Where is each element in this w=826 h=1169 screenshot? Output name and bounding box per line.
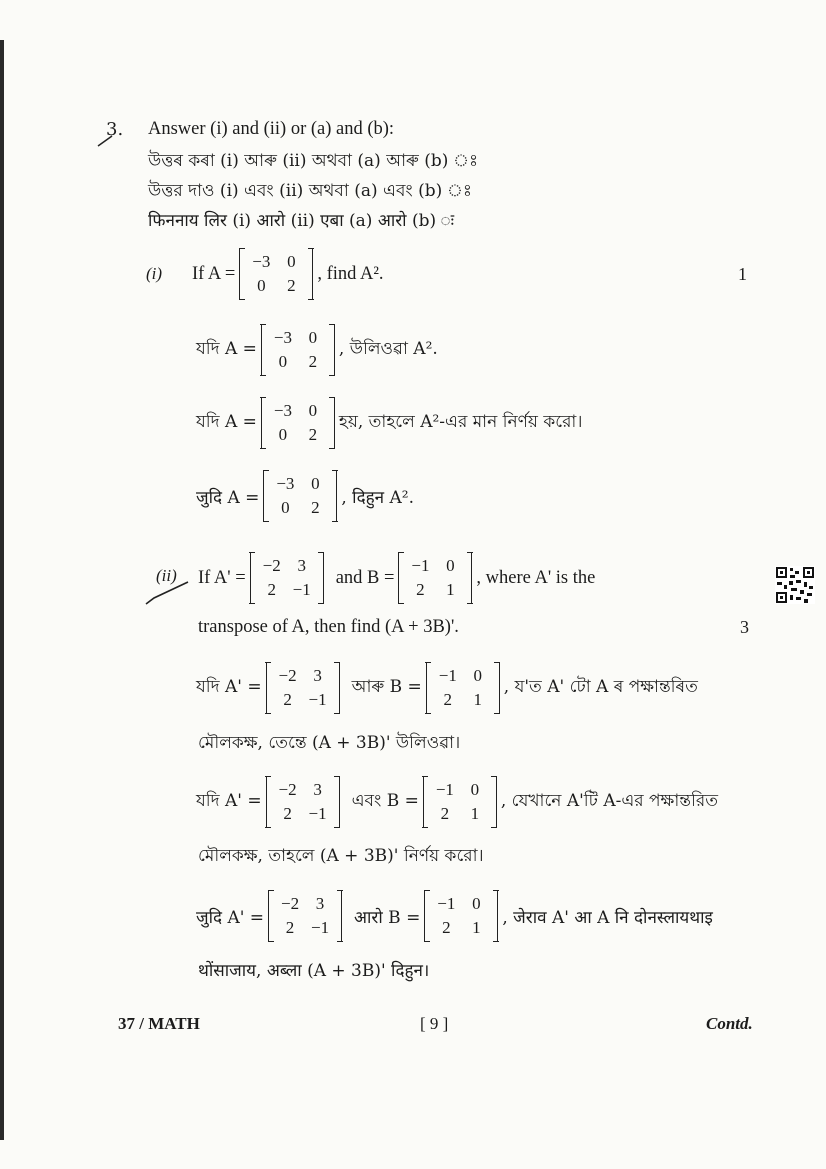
matrix-a: −3 0 0 2 [239, 248, 313, 300]
matrix-b: −1 0 2 1 [423, 776, 497, 828]
footer-paper-code: 37 / MATH [118, 1014, 200, 1033]
matrix-a: −3 0 0 2 [263, 470, 337, 522]
part-ii-marks: 3 [740, 617, 749, 637]
tick-mark-icon [144, 580, 194, 608]
matrix-a: −3 0 0 2 [261, 397, 335, 449]
matrix-a-transpose: −2 3 2 −1 [266, 662, 340, 714]
part-ii-english-line2: transpose of A, then find (A + 3B)'. [198, 617, 459, 637]
part-ii-bodo-line2: थोंसाजाय, अब्ला (A + 3B)' दिहुन। [198, 961, 430, 981]
instruction-assamese: উত্তৰ কৰা (i) আৰু (ii) অথবা (a) আৰু (b) ঃ [148, 151, 479, 171]
part-ii-label: (ii) [156, 566, 177, 585]
instruction-bodo: फिननाय लिर (i) आरो (ii) एबा (a) आरो (b) ः [148, 211, 455, 231]
part-ii-bengali: যদি A' = −2 3 2 −1 এবং B = −1 0 2 1 , যেখানে A'টি A-এর পক্ষান্তরিত [196, 776, 718, 828]
part-i-bodo: जुदि A = −3 0 0 2 , दिहुन A². [196, 470, 414, 522]
matrix-a: −3 0 0 2 [261, 324, 335, 376]
matrix-a-transpose: −2 3 2 −1 [268, 890, 342, 942]
part-ii-bengali-line2: মৌলকক্ষ, তাহলে (A + 3B)' নির্ণয় করো। [198, 846, 484, 866]
part-ii-assamese: যদি A' = −2 3 2 −1 আৰু B = −1 0 2 1 , য'ত A' টো A ৰ পক্ষান্তৰিত [196, 662, 698, 714]
footer-contd: Contd. [706, 1014, 753, 1033]
matrix-b: −1 0 2 1 [424, 890, 498, 942]
part-i-english [192, 248, 384, 300]
matrix-a-transpose: −2 3 2 −1 [266, 776, 340, 828]
instruction-english: Answer (i) and (ii) or (a) and (b): [148, 119, 395, 139]
qr-code-icon [775, 566, 815, 604]
tick-mark-icon [96, 134, 118, 148]
part-i-english-pre: If A = [192, 263, 236, 284]
part-i-marks: 1 [738, 264, 747, 284]
scan-edge [0, 40, 4, 1140]
part-i-assamese: যদি A = −3 0 0 2 , উলিওৱা A². [196, 324, 438, 376]
part-i-bengali: যদি A = −3 0 0 2 হয়, তাহলে A²-এর মান নির্ণয় করো। [196, 397, 582, 449]
part-i-english-post: , find A². [317, 263, 384, 284]
part-i-label: (i) [146, 264, 163, 283]
part-ii-assamese-line2: মৌলকক্ষ, তেন্তে (A + 3B)' উলিওৱা। [198, 733, 461, 753]
footer-page-number: [ 9 ] [420, 1014, 449, 1033]
part-ii-bodo: जुदि A' = −2 3 2 −1 आरो B = −1 0 2 1 , जेराव A' आ A नि दोनस्लायथाइ [196, 890, 713, 942]
matrix-a-transpose: −2 3 2 −1 [250, 552, 324, 604]
matrix-b: −1 0 2 1 [398, 552, 472, 604]
instruction-bengali: উত্তর দাও (i) এবং (ii) অথবা (a) এবং (b) ঃ [148, 181, 472, 201]
part-ii-english: If A' = −2 3 2 −1 and B = −1 0 2 1 , where A' is the [198, 552, 595, 604]
matrix-b: −1 0 2 1 [426, 662, 500, 714]
question-number: 3. [106, 119, 124, 140]
